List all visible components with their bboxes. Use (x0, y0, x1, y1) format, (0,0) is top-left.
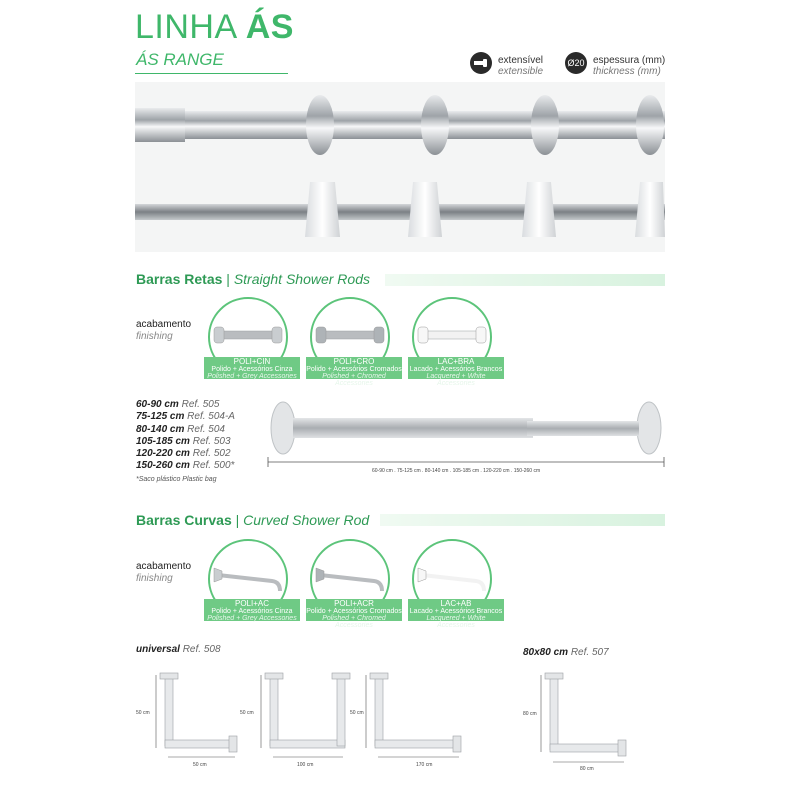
thickness-icon (565, 52, 587, 74)
legend-thickness (593, 55, 665, 77)
finish-desc-en: Lacquered + White Accessories (426, 615, 486, 629)
hero-product-photo (135, 82, 665, 252)
extensible-icon (470, 52, 492, 74)
finish-code: POLI+CRO (333, 357, 375, 366)
dim-height: 50 cm (350, 710, 364, 716)
dim-height: 50 cm (136, 710, 150, 716)
straight-title-pt: Barras Retas (136, 271, 223, 287)
size-item: 105-185 cm Ref. 503 (136, 435, 231, 447)
finish-tag (204, 357, 300, 379)
straight-title-en: Straight Shower Rods (233, 271, 370, 287)
finish-desc-en: Polished + Grey Accessories (207, 615, 297, 622)
legend-thickness-en: thickness (mm) (593, 66, 661, 77)
page-subtitle: ÁS RANGE (136, 50, 224, 69)
square-label: 80x80 cm Ref. 507 (523, 647, 609, 658)
page-title (135, 8, 294, 47)
legend-extensible-pt: extensível (498, 55, 544, 66)
finish-desc-pt: Lacado + Acessórios Brancos (409, 366, 503, 373)
finish-code: LAC+AB (440, 599, 472, 608)
finish-tag (306, 357, 402, 387)
size-item: 120-220 cm Ref. 502 (136, 448, 231, 460)
finish-desc-pt: Lacado + Acessórios Brancos (409, 608, 503, 615)
finish-desc-pt: Polido + Acessórios Cinza (211, 608, 293, 615)
legend-thickness-pt: espessura (mm) (593, 55, 666, 66)
dim-width: 170 cm (416, 762, 433, 768)
size-item: 75-125 cm Ref. 504-A (136, 411, 235, 423)
curved-section-bar (380, 514, 665, 526)
title-divider (135, 73, 288, 74)
dim-width: 100 cm (297, 762, 314, 768)
finish-tag (306, 599, 402, 629)
universal-label: universal Ref. 508 (136, 644, 221, 655)
plastic-bag-footnote: *Saco plástico Plastic bag (136, 476, 217, 483)
l-diagram-80x80 (520, 670, 640, 780)
size-item: 80-140 cm Ref. 504 (136, 423, 225, 435)
curved-section-title: Barras Curvas | Curved Shower Rod (136, 512, 370, 528)
l-diagram-50x170 (355, 670, 475, 780)
finish-desc-pt: Polido + Acessórios Cromados (306, 608, 402, 615)
straight-size-list (136, 399, 235, 473)
finish-tag (204, 599, 300, 621)
size-item: 150-260 cm Ref. 500* (136, 460, 235, 472)
finish-desc-en: Polished + Chromed Accessories (322, 615, 386, 629)
finish-code: POLI+CIN (233, 357, 271, 366)
dim-width: 50 cm (193, 762, 207, 768)
finish-desc-en: Polished + Chromed Accessories (322, 373, 386, 387)
finish-code: POLI+AC (234, 599, 269, 608)
finish-tag (408, 599, 504, 629)
curved-finishing-label-en: finishing (136, 573, 173, 584)
finish-desc-en: Polished + Grey Accessories (207, 373, 297, 380)
dim-height: 80 cm (523, 711, 537, 717)
size-item: 60-90 cm Ref. 505 (136, 399, 220, 410)
title-light: LINHA (135, 8, 236, 46)
curved-title-en: Curved Shower Rod (243, 512, 370, 528)
dim-height: 50 cm (240, 710, 254, 716)
curved-title-pt: Barras Curvas (136, 512, 232, 528)
straight-finishing-label: acabamento (136, 319, 192, 330)
finish-desc-pt: Polido + Acessórios Cinza (211, 366, 293, 373)
title-bold: ÁS (245, 8, 294, 46)
finish-tag (408, 357, 504, 387)
legend-extensible (498, 55, 543, 77)
thickness-symbol: Ø20 (567, 58, 585, 68)
straight-dimension-caption: 60-90 cm . 75-125 cm . 80-140 cm . 105-185 cm . 120-220 cm . 150-260 cm (372, 468, 541, 474)
curved-finishing-label: acabamento (136, 561, 192, 572)
straight-section-bar (385, 274, 665, 286)
finish-desc-en: Lacquered + White Accessories (426, 373, 486, 387)
finish-code: LAC+BRA (437, 357, 475, 366)
straight-section-title: Barras Retas | Straight Shower Rods (136, 271, 370, 287)
l-diagram-50x50 (130, 670, 250, 780)
finish-desc-pt: Polido + Acessórios Cromados (306, 366, 402, 373)
dim-width: 80 cm (580, 766, 594, 772)
straight-finishing-label-en: finishing (136, 331, 173, 342)
finish-code: POLI+ACR (334, 599, 374, 608)
legend-extensible-en: extensible (498, 66, 544, 77)
